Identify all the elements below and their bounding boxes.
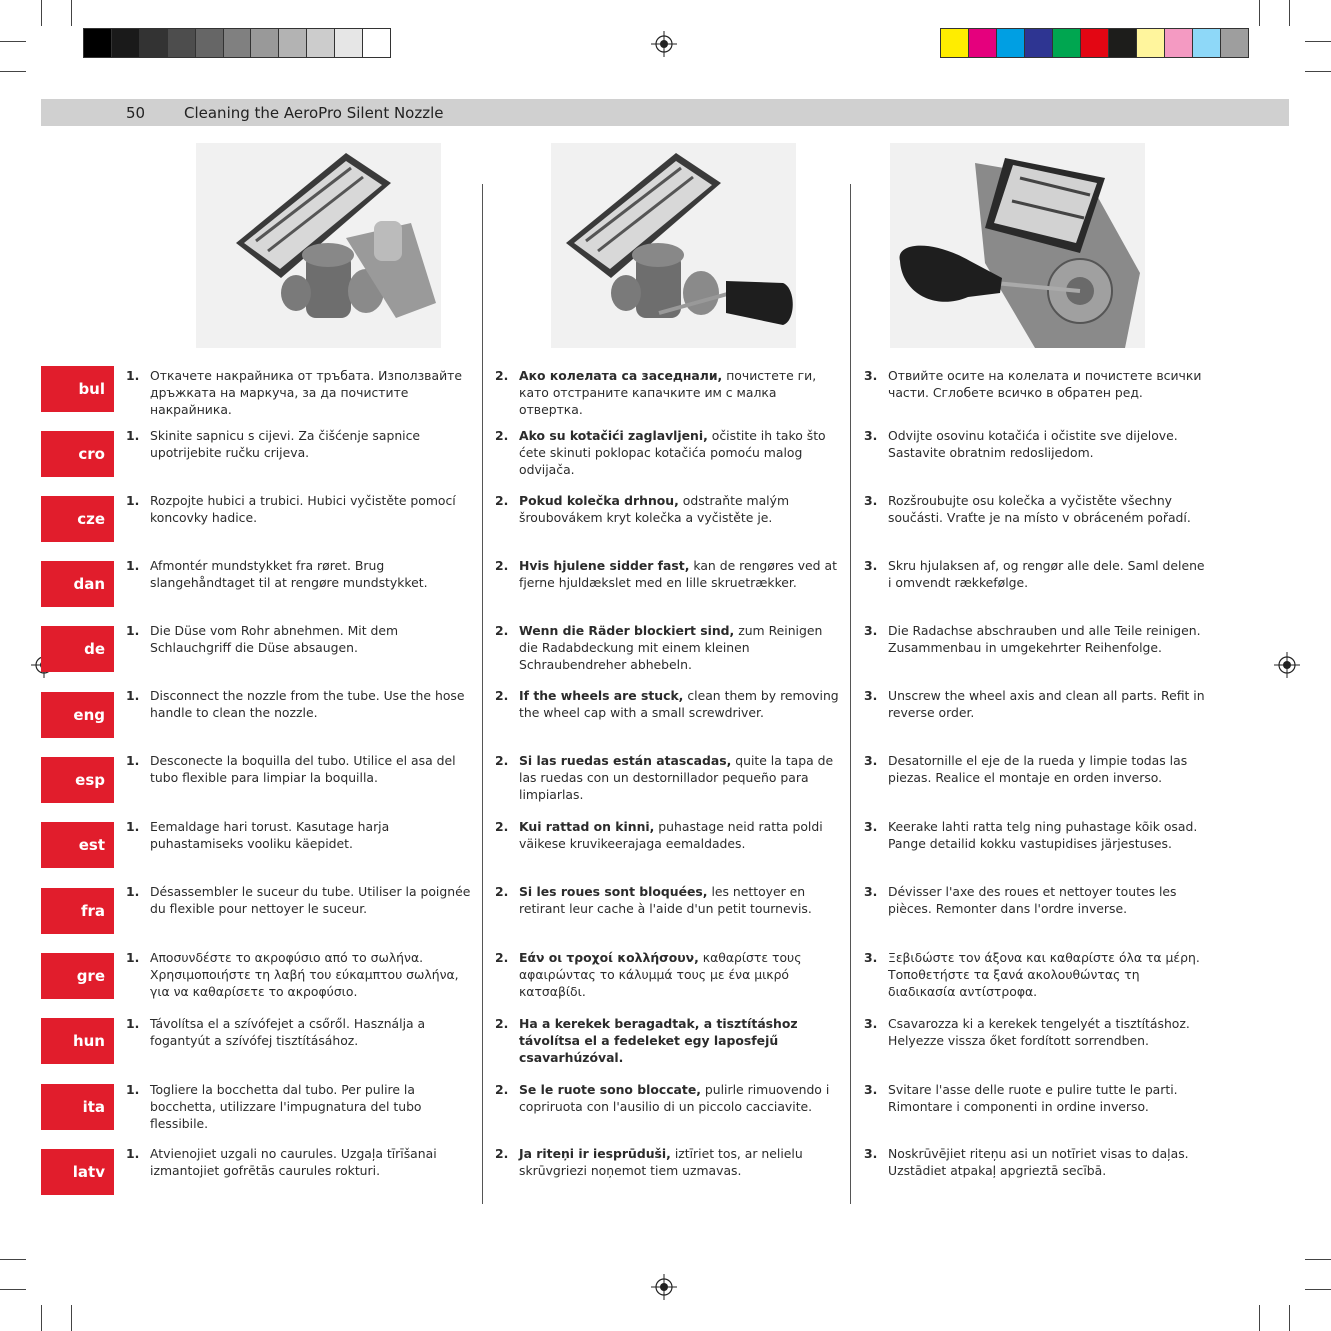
step-number: 3. (864, 1016, 878, 1031)
gray-color-bar (83, 28, 391, 58)
crop-mark (1305, 41, 1331, 42)
step-emphasis: If the wheels are stuck, (519, 688, 684, 703)
language-tab-eng: eng (41, 692, 114, 738)
step-body: Skinite sapnicu s cijevi. Za čišćenje sapnice upotrijebite ručku crijeva. (150, 428, 421, 460)
step-body: puhastage neid ratta poldi väikese kruvikeerajaga eemaldades. (519, 819, 823, 851)
step-number: 2. (495, 428, 509, 443)
step-text (519, 752, 840, 803)
color-swatch (140, 29, 168, 57)
step-body: Откачете накрайника от тръбата. Използвайте дръжката на маркуча, за да почистите накрайника. (150, 368, 462, 417)
step-body: Svitare l'asse delle ruote e pulire tutte le parti. Rimontare i componenti in ordine inverso. (888, 1082, 1178, 1114)
step-number: 1. (126, 368, 140, 383)
wheel-axis-illustration (890, 143, 1145, 348)
step-text (888, 883, 1209, 917)
step-number: 3. (864, 558, 878, 573)
column-divider (482, 184, 483, 1204)
step-body: Odvijte osovinu kotačića i očistite sve dijelove. Sastavite obratnim redoslijedom. (888, 428, 1178, 460)
crop-mark (1259, 0, 1260, 26)
language-tab-fra: fra (41, 888, 114, 934)
step-text (150, 752, 471, 786)
step-body: Desatornille el eje de la rueda y limpie todas las piezas. Realice el montaje en orden inverso. (888, 753, 1188, 785)
color-swatch (1109, 29, 1137, 57)
color-swatch (168, 29, 196, 57)
step-number: 3. (864, 368, 878, 383)
step-text (519, 1015, 840, 1066)
color-swatch (335, 29, 363, 57)
step-body: Unscrew the wheel axis and clean all parts. Refit in reverse order. (888, 688, 1205, 720)
step-text (888, 492, 1209, 526)
step-text (519, 949, 840, 1000)
step-text (888, 427, 1209, 461)
step-body: pulirle rimuovendo i copriruota con l'ausilio di un piccolo cacciavite. (519, 1082, 830, 1114)
crop-mark (71, 1305, 72, 1331)
step-number: 3. (864, 493, 878, 508)
color-swatch (84, 29, 112, 57)
step-body: Noskrūvējiet riteņu asi un notīriet visas to daļas. Uzstādiet atpakaļ apgrieztā secībā. (888, 1146, 1189, 1178)
step-text (888, 1081, 1209, 1115)
step-text (150, 622, 471, 656)
step-text (888, 752, 1209, 786)
step-body: iztīriet tos, ar nelielu skrūvgriezi noņemot tiem uzmavas. (519, 1146, 803, 1178)
registration-mark-icon (651, 31, 677, 57)
step-number: 2. (495, 493, 509, 508)
step-body: očistite ih tako što ćete skinuti poklopac kotačića pomoću malog odvijača. (519, 428, 826, 477)
crop-mark (1305, 1289, 1331, 1290)
nozzle-detached-illustration (196, 143, 441, 348)
step-text (888, 367, 1209, 401)
step-emphasis: Ha a kerekek beragadtak, a tisztításhoz távolítsa el a fedeleket egy laposfejű csavarhúzóval. (519, 1016, 798, 1065)
crop-mark (71, 0, 72, 26)
color-swatch (224, 29, 252, 57)
language-tab-ita: ita (41, 1084, 114, 1130)
step-emphasis: Εάν οι τροχοί κολλήσουν, (519, 950, 699, 965)
language-tab-gre: gre (41, 953, 114, 999)
language-tab-dan: dan (41, 561, 114, 607)
step-number: 3. (864, 688, 878, 703)
step-text (519, 687, 840, 721)
color-swatch (1081, 29, 1109, 57)
color-swatch (1221, 29, 1248, 57)
step-number: 1. (126, 1016, 140, 1031)
language-tab-latv: latv (41, 1149, 114, 1195)
page-title: Cleaning the AeroPro Silent Nozzle (184, 104, 444, 122)
step-body: Die Radachse abschrauben und alle Teile reinigen. Zusammenbau in umgekehrter Reihenfolge. (888, 623, 1201, 655)
color-swatch (1165, 29, 1193, 57)
step-number: 1. (126, 884, 140, 899)
step-text (519, 622, 840, 673)
step-body: Atvienojiet uzgali no caurules. Uzgaļa tīrīšanai izmantojiet gofrētās caurules rokturi. (150, 1146, 437, 1178)
color-swatch (941, 29, 969, 57)
step-body: Csavarozza ki a kerekek tengelyét a tisztításhoz. Helyezze vissza őket fordított sorrendben. (888, 1016, 1190, 1048)
step-number: 2. (495, 1082, 509, 1097)
step-number: 3. (864, 753, 878, 768)
step-body: Αποσυνδέστε το ακροφύσιο από το σωλήνα. Χρησιμοποιήστε τη λαβή του εύκαμπτου σωλήνα, για να καθαρίσετε το ακροφύσιο. (150, 950, 459, 999)
color-swatch (307, 29, 335, 57)
step-text (519, 557, 840, 591)
step-text (150, 427, 471, 461)
language-tab-hun: hun (41, 1018, 114, 1064)
crop-mark (1305, 71, 1331, 72)
step-text (519, 1145, 840, 1179)
crop-mark (41, 1305, 42, 1331)
step-emphasis: Ako su kotačići zaglavljeni, (519, 428, 708, 443)
language-tab-bul: bul (41, 366, 114, 412)
step-number: 1. (126, 753, 140, 768)
step-text (888, 622, 1209, 656)
language-tab-esp: esp (41, 757, 114, 803)
step-number: 2. (495, 819, 509, 834)
crop-mark (1259, 1305, 1260, 1331)
step-number: 3. (864, 623, 878, 638)
step-body: clean them by removing the wheel cap with a small screwdriver. (519, 688, 839, 720)
step-body: zum Reinigen die Radabdeckung mit einem kleinen Schraubendreher abhebeln. (519, 623, 823, 672)
step-number: 1. (126, 1146, 140, 1161)
step-text (150, 1081, 471, 1132)
step-text (150, 818, 471, 852)
color-swatch (1193, 29, 1221, 57)
step-body: Togliere la bocchetta dal tubo. Per pulire la bocchetta, utilizzare l'impugnatura del tubo flessibile. (150, 1082, 422, 1131)
step-body: почистете ги, като отстраните капачките им с малка отвертка. (519, 368, 817, 417)
step-number: 1. (126, 558, 140, 573)
step-number: 3. (864, 428, 878, 443)
crop-mark (0, 1259, 26, 1260)
color-swatch (196, 29, 224, 57)
color-swatch (1053, 29, 1081, 57)
crop-mark (1305, 1259, 1331, 1260)
step-text (888, 557, 1209, 591)
step-number: 2. (495, 884, 509, 899)
step-body: Die Düse vom Rohr abnehmen. Mit dem Schlauchgriff die Düse absaugen. (150, 623, 399, 655)
step-emphasis: Si las ruedas están atascadas, (519, 753, 732, 768)
step-body: Keerake lahti ratta telg ning puhastage kõik osad. Pange detailid kokku vastupidises järjestuses. (888, 819, 1198, 851)
color-swatch (363, 29, 390, 57)
crop-mark (1289, 0, 1290, 26)
color-swatch (997, 29, 1025, 57)
step-number: 3. (864, 884, 878, 899)
step-emphasis: Hvis hjulene sidder fast, (519, 558, 690, 573)
step-text (150, 367, 471, 418)
step-number: 1. (126, 1082, 140, 1097)
step-text (150, 949, 471, 1000)
step-body: Skru hjulaksen af, og rengør alle dele. Saml delene i omvendt rækkefølge. (888, 558, 1205, 590)
step-emphasis: Ja riteņi ir iesprūduši, (519, 1146, 671, 1161)
step-number: 1. (126, 819, 140, 834)
step-body: Ξεβιδώστε τον άξονα και καθαρίστε όλα τα μέρη. Τοποθετήστε τα ξανά ακολουθώντας τη διαδικασία αντίστροφα. (888, 950, 1200, 999)
step-text (150, 1145, 471, 1179)
crop-mark (41, 0, 42, 26)
step-text (150, 687, 471, 721)
step-emphasis: Wenn die Räder blockiert sind, (519, 623, 735, 638)
step-number: 2. (495, 950, 509, 965)
step-text (519, 818, 840, 852)
step-text (519, 492, 840, 526)
crop-mark (1289, 1305, 1290, 1331)
step-text (150, 557, 471, 591)
crop-mark (0, 1289, 26, 1290)
step-body: Désassembler le suceur du tube. Utiliser la poignée du flexible pour nettoyer le suceur. (150, 884, 471, 916)
step-body: kan de rengøres ved at fjerne hjuldækslet med en lille skruetrækker. (519, 558, 837, 590)
step-emphasis: Pokud kolečka drhnou, (519, 493, 679, 508)
step-number: 2. (495, 558, 509, 573)
step-number: 2. (495, 1016, 509, 1031)
step-body: Отвийте осите на колелата и почистете всички части. Сглобете всичко в обратен ред. (888, 368, 1202, 400)
step-body: Disconnect the nozzle from the tube. Use the hose handle to clean the nozzle. (150, 688, 465, 720)
step-body: Dévisser l'axe des roues et nettoyer toutes les pièces. Remonter dans l'ordre inverse. (888, 884, 1177, 916)
step-text (888, 687, 1209, 721)
step-body: Rozšroubujte osu kolečka a vyčistěte všechny součásti. Vraťte je na místo v obráceném pořadí. (888, 493, 1191, 525)
color-swatch (251, 29, 279, 57)
screwdriver-wheel-cap-illustration (551, 143, 796, 348)
step-body: καθαρίστε τους αφαιρώντας το κάλυμμά τους με ένα μικρό κατσαβίδι. (519, 950, 802, 999)
step-text (519, 427, 840, 478)
language-tab-cro: cro (41, 431, 114, 477)
step-text (519, 1081, 840, 1115)
step-number: 2. (495, 623, 509, 638)
step-text (519, 883, 840, 917)
step-body: les nettoyer en retirant leur cache à l'aide d'un petit tournevis. (519, 884, 812, 916)
language-tab-est: est (41, 822, 114, 868)
step-body: Távolítsa el a szívófejet a csőről. Használja a fogantyút a szívófej tisztításához. (150, 1016, 426, 1048)
step-emphasis: Si les roues sont bloquées, (519, 884, 708, 899)
color-swatch (112, 29, 140, 57)
step-body: quite la tapa de las ruedas con un destornillador pequeño para limpiarlas. (519, 753, 834, 802)
language-tab-de: de (41, 626, 114, 672)
step-number: 1. (126, 688, 140, 703)
language-tab-cze: cze (41, 496, 114, 542)
step-number: 1. (126, 428, 140, 443)
step-number: 2. (495, 688, 509, 703)
step-number: 2. (495, 753, 509, 768)
step-number: 2. (495, 1146, 509, 1161)
step-emphasis: Se le ruote sono bloccate, (519, 1082, 701, 1097)
step-text (519, 367, 840, 418)
step-body: Rozpojte hubici a trubici. Hubici vyčistěte pomocí koncovky hadice. (150, 493, 456, 525)
color-swatch (969, 29, 997, 57)
color-swatch (279, 29, 307, 57)
registration-mark-icon (1274, 652, 1300, 678)
step-body: Eemaldage hari torust. Kasutage harja puhastamiseks vooliku käepidet. (150, 819, 390, 851)
step-number: 3. (864, 1082, 878, 1097)
crop-mark (0, 41, 26, 42)
page-number: 50 (126, 104, 146, 122)
step-body: Afmontér mundstykket fra røret. Brug slangehåndtaget til at rengøre mundstykket. (150, 558, 428, 590)
step-body: odstraňte malým šroubovákem kryt kolečka a vyčistěte je. (519, 493, 790, 525)
step-number: 1. (126, 950, 140, 965)
step-number: 3. (864, 819, 878, 834)
step-number: 1. (126, 493, 140, 508)
step-number: 3. (864, 950, 878, 965)
step-text (888, 949, 1209, 1000)
step-number: 3. (864, 1146, 878, 1161)
step-number: 2. (495, 368, 509, 383)
color-swatch (1025, 29, 1053, 57)
cmyk-color-bar (940, 28, 1249, 58)
crop-mark (0, 71, 26, 72)
step-text (150, 883, 471, 917)
step-text (888, 1145, 1209, 1179)
step-text (888, 818, 1209, 852)
step-number: 1. (126, 623, 140, 638)
step-text (150, 1015, 471, 1049)
color-swatch (1137, 29, 1165, 57)
registration-mark-icon (651, 1274, 677, 1300)
step-emphasis: Kui rattad on kinni, (519, 819, 655, 834)
step-body: Desconecte la boquilla del tubo. Utilice el asa del tubo flexible para limpiar la boquilla. (150, 753, 456, 785)
step-text (150, 492, 471, 526)
step-emphasis: Ако колелата са заседнали, (519, 368, 723, 383)
step-text (888, 1015, 1209, 1049)
column-divider (850, 184, 851, 1204)
